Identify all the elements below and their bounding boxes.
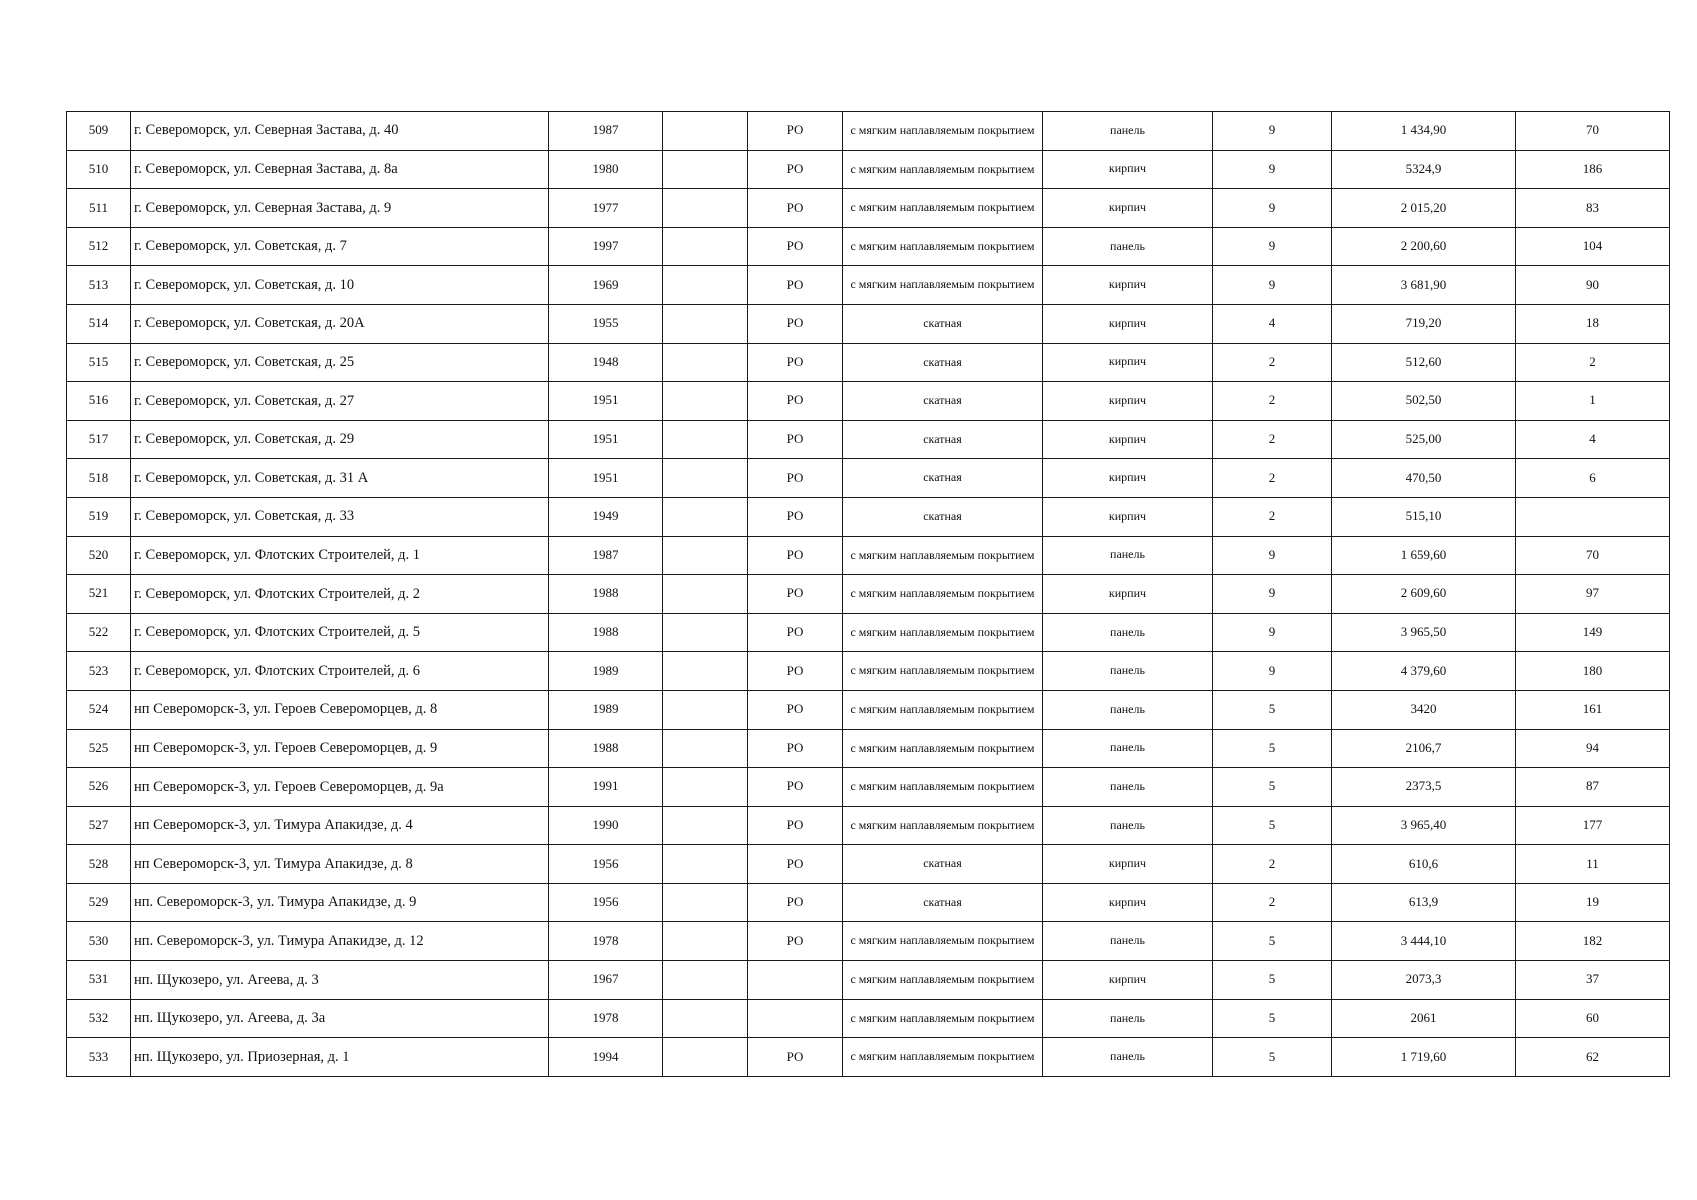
cell-number: 513 (67, 266, 131, 305)
cell-year: 1978 (549, 999, 663, 1038)
table-row (67, 420, 1670, 459)
cell-wall-material: кирпич (1043, 497, 1213, 536)
cell-wall-material: панель (1043, 613, 1213, 652)
cell-floors: 9 (1213, 112, 1332, 151)
cell-area: 2106,7 (1332, 729, 1516, 768)
cell-number: 528 (67, 845, 131, 884)
cell-address: нп. Щукозеро, ул. Агеева, д. 3а (131, 999, 549, 1038)
cell-floors: 2 (1213, 420, 1332, 459)
cell-residents: 19 (1516, 883, 1670, 922)
cell-number: 515 (67, 343, 131, 382)
cell-floors: 5 (1213, 1038, 1332, 1077)
cell-address: г. Североморск, ул. Флотских Строителей, д. 5 (131, 613, 549, 652)
cell-address: г. Североморск, ул. Флотских Строителей, д. 2 (131, 575, 549, 614)
cell-floors: 9 (1213, 266, 1332, 305)
cell-year: 1988 (549, 575, 663, 614)
cell-number: 511 (67, 189, 131, 228)
cell-floors: 5 (1213, 999, 1332, 1038)
document-page (66, 111, 1669, 1077)
cell-year: 1997 (549, 227, 663, 266)
cell-floors: 2 (1213, 497, 1332, 536)
cell-number: 525 (67, 729, 131, 768)
cell-ro: РО (748, 1038, 843, 1077)
cell-blank (663, 150, 748, 189)
cell-blank (663, 459, 748, 498)
table-row (67, 690, 1670, 729)
cell-residents: 177 (1516, 806, 1670, 845)
cell-floors: 5 (1213, 729, 1332, 768)
cell-floors: 9 (1213, 536, 1332, 575)
cell-residents: 182 (1516, 922, 1670, 961)
cell-area: 610,6 (1332, 845, 1516, 884)
cell-area: 5324,9 (1332, 150, 1516, 189)
cell-address: нп Североморск-3, ул. Тимура Апакидзе, д. 4 (131, 806, 549, 845)
cell-floors: 4 (1213, 304, 1332, 343)
cell-floors: 5 (1213, 768, 1332, 807)
cell-floors: 9 (1213, 575, 1332, 614)
table-row (67, 112, 1670, 151)
cell-residents: 104 (1516, 227, 1670, 266)
cell-area: 2373,5 (1332, 768, 1516, 807)
cell-address: г. Североморск, ул. Советская, д. 10 (131, 266, 549, 305)
cell-residents: 70 (1516, 112, 1670, 151)
cell-blank (663, 652, 748, 691)
cell-number: 510 (67, 150, 131, 189)
cell-ro (748, 999, 843, 1038)
cell-roof-type: с мягким наплавляемым покрытием (843, 189, 1043, 228)
cell-residents: 60 (1516, 999, 1670, 1038)
cell-floors: 5 (1213, 806, 1332, 845)
cell-floors: 9 (1213, 189, 1332, 228)
cell-number: 531 (67, 961, 131, 1000)
cell-year: 1967 (549, 961, 663, 1000)
cell-floors: 5 (1213, 690, 1332, 729)
cell-blank (663, 690, 748, 729)
cell-blank (663, 343, 748, 382)
cell-year: 1949 (549, 497, 663, 536)
cell-number: 512 (67, 227, 131, 266)
cell-area: 3 681,90 (1332, 266, 1516, 305)
cell-year: 1951 (549, 459, 663, 498)
table-body (67, 112, 1670, 1077)
cell-blank (663, 266, 748, 305)
table-row (67, 922, 1670, 961)
table-row (67, 150, 1670, 189)
cell-number: 519 (67, 497, 131, 536)
cell-address: г. Североморск, ул. Северная Застава, д. 9 (131, 189, 549, 228)
cell-blank (663, 227, 748, 266)
cell-floors: 2 (1213, 845, 1332, 884)
cell-number: 523 (67, 652, 131, 691)
cell-year: 1951 (549, 382, 663, 421)
cell-ro: РО (748, 806, 843, 845)
table-row (67, 768, 1670, 807)
cell-residents: 90 (1516, 266, 1670, 305)
cell-roof-type: с мягким наплавляемым покрытием (843, 922, 1043, 961)
cell-area: 512,60 (1332, 343, 1516, 382)
cell-wall-material: кирпич (1043, 420, 1213, 459)
table-row (67, 999, 1670, 1038)
cell-blank (663, 961, 748, 1000)
cell-year: 1956 (549, 883, 663, 922)
cell-blank (663, 420, 748, 459)
cell-address: нп Североморск-3, ул. Героев Североморцев, д. 9 (131, 729, 549, 768)
cell-area: 1 434,90 (1332, 112, 1516, 151)
cell-wall-material: панель (1043, 1038, 1213, 1077)
table-row (67, 304, 1670, 343)
table-row (67, 343, 1670, 382)
table-row (67, 497, 1670, 536)
cell-ro: РО (748, 536, 843, 575)
table-row (67, 536, 1670, 575)
cell-roof-type: с мягким наплавляемым покрытием (843, 613, 1043, 652)
cell-wall-material: панель (1043, 922, 1213, 961)
cell-wall-material: панель (1043, 690, 1213, 729)
cell-year: 1991 (549, 768, 663, 807)
cell-ro: РО (748, 613, 843, 652)
cell-ro: РО (748, 304, 843, 343)
cell-roof-type: с мягким наплавляемым покрытием (843, 729, 1043, 768)
cell-roof-type: скатная (843, 497, 1043, 536)
cell-roof-type: с мягким наплавляемым покрытием (843, 575, 1043, 614)
cell-blank (663, 497, 748, 536)
cell-floors: 9 (1213, 613, 1332, 652)
cell-residents: 83 (1516, 189, 1670, 228)
table-row (67, 729, 1670, 768)
cell-address: нп Североморск-3, ул. Героев Североморцев, д. 9а (131, 768, 549, 807)
cell-area: 1 659,60 (1332, 536, 1516, 575)
cell-number: 532 (67, 999, 131, 1038)
table-row (67, 189, 1670, 228)
cell-number: 518 (67, 459, 131, 498)
cell-ro: РО (748, 690, 843, 729)
cell-blank (663, 883, 748, 922)
cell-number: 520 (67, 536, 131, 575)
cell-roof-type: с мягким наплавляемым покрытием (843, 768, 1043, 807)
cell-wall-material: кирпич (1043, 845, 1213, 884)
cell-ro: РО (748, 883, 843, 922)
cell-ro: РО (748, 112, 843, 151)
cell-number: 530 (67, 922, 131, 961)
cell-residents: 94 (1516, 729, 1670, 768)
cell-address: нп Североморск-3, ул. Героев Североморцев, д. 8 (131, 690, 549, 729)
cell-floors: 2 (1213, 883, 1332, 922)
cell-floors: 9 (1213, 150, 1332, 189)
cell-residents: 186 (1516, 150, 1670, 189)
cell-year: 1989 (549, 652, 663, 691)
cell-wall-material: кирпич (1043, 961, 1213, 1000)
cell-address: г. Североморск, ул. Советская, д. 33 (131, 497, 549, 536)
cell-roof-type: с мягким наплавляемым покрытием (843, 112, 1043, 151)
cell-address: нп. Щукозеро, ул. Агеева, д. 3 (131, 961, 549, 1000)
cell-blank (663, 729, 748, 768)
cell-blank (663, 382, 748, 421)
table-row (67, 806, 1670, 845)
cell-wall-material: кирпич (1043, 883, 1213, 922)
cell-roof-type: с мягким наплавляемым покрытием (843, 266, 1043, 305)
cell-year: 1994 (549, 1038, 663, 1077)
cell-ro: РО (748, 227, 843, 266)
cell-blank (663, 999, 748, 1038)
cell-ro: РО (748, 150, 843, 189)
cell-wall-material: кирпич (1043, 304, 1213, 343)
cell-blank (663, 845, 748, 884)
cell-area: 2 609,60 (1332, 575, 1516, 614)
cell-area: 613,9 (1332, 883, 1516, 922)
cell-ro: РО (748, 459, 843, 498)
cell-residents: 97 (1516, 575, 1670, 614)
cell-area: 4 379,60 (1332, 652, 1516, 691)
cell-blank (663, 768, 748, 807)
cell-roof-type: с мягким наплавляемым покрытием (843, 652, 1043, 691)
cell-area: 1 719,60 (1332, 1038, 1516, 1077)
table-row (67, 575, 1670, 614)
cell-number: 516 (67, 382, 131, 421)
cell-area: 525,00 (1332, 420, 1516, 459)
cell-roof-type: скатная (843, 459, 1043, 498)
table-row (67, 266, 1670, 305)
cell-year: 1955 (549, 304, 663, 343)
cell-blank (663, 304, 748, 343)
cell-residents: 2 (1516, 343, 1670, 382)
cell-floors: 9 (1213, 652, 1332, 691)
cell-ro: РО (748, 729, 843, 768)
cell-area: 470,50 (1332, 459, 1516, 498)
cell-wall-material: панель (1043, 729, 1213, 768)
table-row (67, 1038, 1670, 1077)
cell-blank (663, 922, 748, 961)
cell-year: 1989 (549, 690, 663, 729)
cell-wall-material: панель (1043, 536, 1213, 575)
cell-residents: 4 (1516, 420, 1670, 459)
table-row (67, 652, 1670, 691)
cell-roof-type: с мягким наплавляемым покрытием (843, 536, 1043, 575)
cell-year: 1988 (549, 613, 663, 652)
cell-address: г. Североморск, ул. Советская, д. 29 (131, 420, 549, 459)
cell-ro: РО (748, 266, 843, 305)
cell-address: г. Североморск, ул. Флотских Строителей, д. 6 (131, 652, 549, 691)
cell-floors: 2 (1213, 459, 1332, 498)
cell-roof-type: скатная (843, 420, 1043, 459)
cell-blank (663, 189, 748, 228)
cell-roof-type: скатная (843, 883, 1043, 922)
cell-year: 1969 (549, 266, 663, 305)
cell-residents: 180 (1516, 652, 1670, 691)
cell-year: 1951 (549, 420, 663, 459)
cell-ro: РО (748, 382, 843, 421)
cell-address: г. Североморск, ул. Советская, д. 25 (131, 343, 549, 382)
cell-roof-type: скатная (843, 343, 1043, 382)
cell-roof-type: с мягким наплавляемым покрытием (843, 227, 1043, 266)
cell-floors: 5 (1213, 961, 1332, 1000)
table-row (67, 961, 1670, 1000)
cell-number: 527 (67, 806, 131, 845)
cell-blank (663, 575, 748, 614)
cell-ro: РО (748, 420, 843, 459)
cell-residents: 1 (1516, 382, 1670, 421)
cell-roof-type: с мягким наплавляемым покрытием (843, 806, 1043, 845)
cell-wall-material: кирпич (1043, 343, 1213, 382)
cell-number: 517 (67, 420, 131, 459)
cell-number: 509 (67, 112, 131, 151)
cell-ro: РО (748, 652, 843, 691)
cell-ro: РО (748, 575, 843, 614)
table-row (67, 227, 1670, 266)
cell-wall-material: панель (1043, 768, 1213, 807)
cell-floors: 2 (1213, 343, 1332, 382)
cell-roof-type: скатная (843, 382, 1043, 421)
cell-residents: 87 (1516, 768, 1670, 807)
cell-wall-material: кирпич (1043, 150, 1213, 189)
cell-number: 526 (67, 768, 131, 807)
cell-ro: РО (748, 845, 843, 884)
cell-floors: 9 (1213, 227, 1332, 266)
cell-area: 2073,3 (1332, 961, 1516, 1000)
cell-number: 533 (67, 1038, 131, 1077)
cell-area: 502,50 (1332, 382, 1516, 421)
cell-number: 522 (67, 613, 131, 652)
cell-wall-material: панель (1043, 806, 1213, 845)
table-row (67, 382, 1670, 421)
cell-ro: РО (748, 189, 843, 228)
cell-area: 3 965,40 (1332, 806, 1516, 845)
cell-roof-type: с мягким наплавляемым покрытием (843, 1038, 1043, 1077)
cell-blank (663, 112, 748, 151)
cell-address: г. Североморск, ул. Советская, д. 31 А (131, 459, 549, 498)
cell-address: г. Североморск, ул. Советская, д. 7 (131, 227, 549, 266)
cell-number: 524 (67, 690, 131, 729)
cell-blank (663, 806, 748, 845)
cell-address: г. Североморск, ул. Флотских Строителей, д. 1 (131, 536, 549, 575)
cell-residents: 18 (1516, 304, 1670, 343)
cell-roof-type: с мягким наплавляемым покрытием (843, 999, 1043, 1038)
cell-residents: 161 (1516, 690, 1670, 729)
cell-floors: 2 (1213, 382, 1332, 421)
cell-roof-type: с мягким наплавляемым покрытием (843, 690, 1043, 729)
cell-residents: 11 (1516, 845, 1670, 884)
cell-year: 1987 (549, 112, 663, 151)
cell-wall-material: панель (1043, 112, 1213, 151)
cell-address: нп. Североморск-3, ул. Тимура Апакидзе, д. 9 (131, 883, 549, 922)
cell-wall-material: кирпич (1043, 266, 1213, 305)
cell-number: 514 (67, 304, 131, 343)
cell-roof-type: с мягким наплавляемым покрытием (843, 150, 1043, 189)
cell-roof-type: скатная (843, 845, 1043, 884)
cell-ro (748, 961, 843, 1000)
cell-residents: 37 (1516, 961, 1670, 1000)
cell-residents (1516, 497, 1670, 536)
cell-address: нп. Североморск-3, ул. Тимура Апакидзе, д. 12 (131, 922, 549, 961)
cell-wall-material: кирпич (1043, 459, 1213, 498)
cell-floors: 5 (1213, 922, 1332, 961)
cell-residents: 149 (1516, 613, 1670, 652)
housing-table (66, 111, 1670, 1077)
cell-area: 719,20 (1332, 304, 1516, 343)
cell-address: г. Североморск, ул. Северная Застава, д. 8а (131, 150, 549, 189)
cell-wall-material: кирпич (1043, 189, 1213, 228)
cell-wall-material: кирпич (1043, 382, 1213, 421)
cell-year: 1987 (549, 536, 663, 575)
cell-blank (663, 536, 748, 575)
cell-blank (663, 1038, 748, 1077)
cell-address: нп. Щукозеро, ул. Приозерная, д. 1 (131, 1038, 549, 1077)
cell-number: 521 (67, 575, 131, 614)
cell-area: 2 015,20 (1332, 189, 1516, 228)
cell-year: 1978 (549, 922, 663, 961)
cell-year: 1977 (549, 189, 663, 228)
cell-wall-material: панель (1043, 999, 1213, 1038)
cell-year: 1948 (549, 343, 663, 382)
cell-area: 515,10 (1332, 497, 1516, 536)
cell-area: 3420 (1332, 690, 1516, 729)
cell-ro: РО (748, 343, 843, 382)
cell-year: 1988 (549, 729, 663, 768)
cell-year: 1990 (549, 806, 663, 845)
table-row (67, 613, 1670, 652)
cell-roof-type: скатная (843, 304, 1043, 343)
cell-ro: РО (748, 922, 843, 961)
cell-area: 2061 (1332, 999, 1516, 1038)
cell-year: 1956 (549, 845, 663, 884)
cell-address: г. Североморск, ул. Советская, д. 20А (131, 304, 549, 343)
cell-wall-material: панель (1043, 227, 1213, 266)
table-row (67, 459, 1670, 498)
cell-ro: РО (748, 497, 843, 536)
cell-residents: 62 (1516, 1038, 1670, 1077)
cell-residents: 6 (1516, 459, 1670, 498)
cell-area: 3 965,50 (1332, 613, 1516, 652)
cell-number: 529 (67, 883, 131, 922)
cell-area: 3 444,10 (1332, 922, 1516, 961)
cell-roof-type: с мягким наплавляемым покрытием (843, 961, 1043, 1000)
cell-ro: РО (748, 768, 843, 807)
cell-blank (663, 613, 748, 652)
cell-residents: 70 (1516, 536, 1670, 575)
cell-area: 2 200,60 (1332, 227, 1516, 266)
table-row (67, 845, 1670, 884)
cell-year: 1980 (549, 150, 663, 189)
cell-wall-material: панель (1043, 652, 1213, 691)
table-row (67, 883, 1670, 922)
cell-wall-material: кирпич (1043, 575, 1213, 614)
cell-address: г. Североморск, ул. Северная Застава, д. 40 (131, 112, 549, 151)
cell-address: нп Североморск-3, ул. Тимура Апакидзе, д. 8 (131, 845, 549, 884)
cell-address: г. Североморск, ул. Советская, д. 27 (131, 382, 549, 421)
